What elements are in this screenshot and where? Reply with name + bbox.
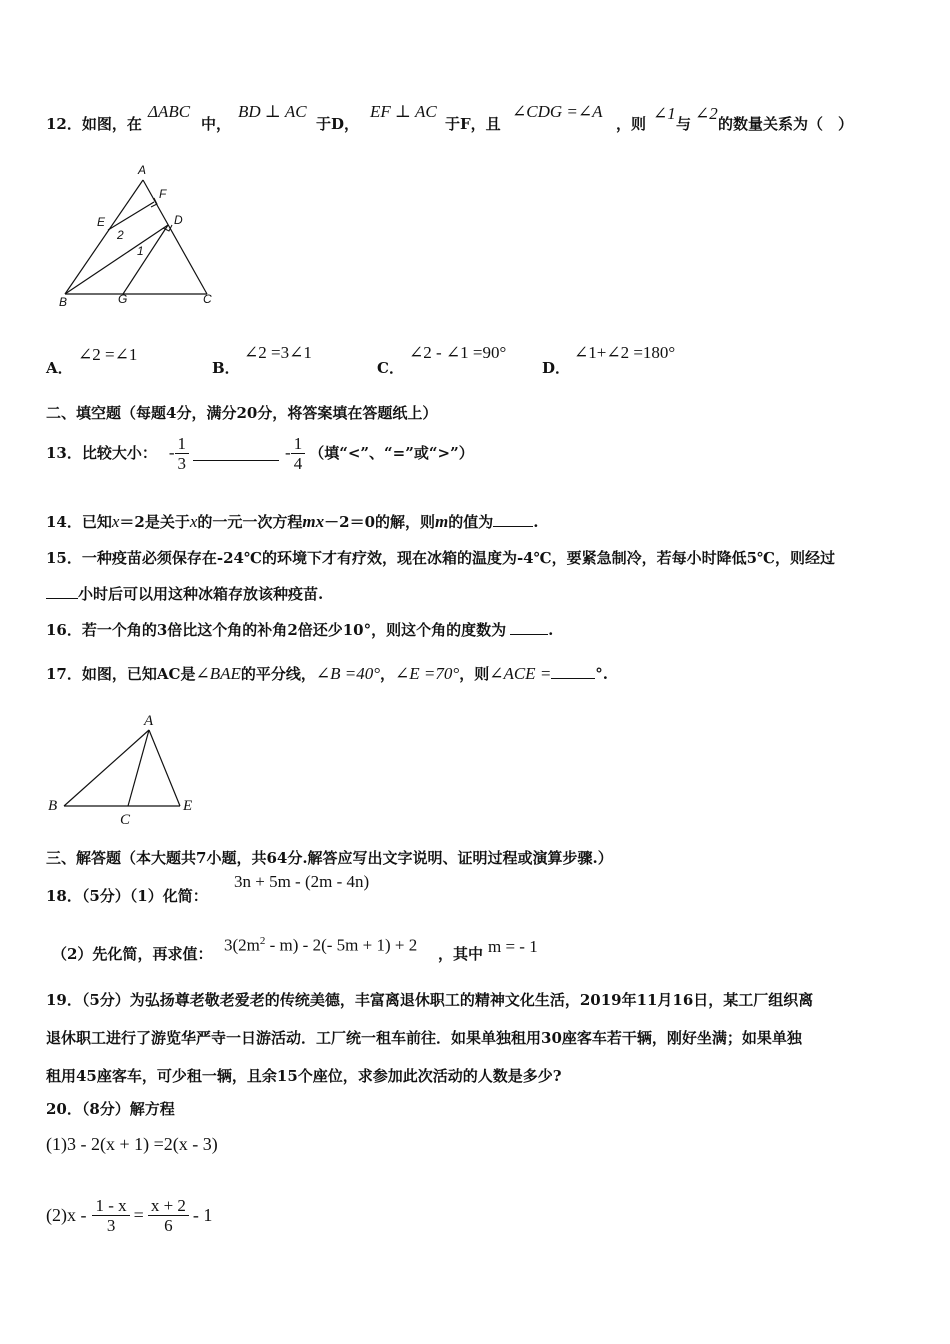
- q14-answer-blank[interactable]: [493, 514, 533, 527]
- q12-option-b: ∠2 =3∠1: [244, 343, 312, 362]
- q16-line: 16．若一个角的3倍比这个角的补角2倍还少10°，则这个角的度数为 .: [46, 621, 554, 639]
- q16-answer-blank[interactable]: [510, 622, 548, 635]
- q12-triangle-abc: ΔABC: [148, 102, 191, 121]
- section-2-heading: 二、填空题（每题4分，满分20分，将答案填在答题纸上）: [46, 404, 438, 422]
- q12-label-2: 2: [117, 228, 124, 242]
- q19-line-2: 退休职工进行了游览华严寺一日游活动．工厂统一租车前往．如果单独租用30座客车若干辆，刚好坐满；如果单独: [46, 1029, 802, 1047]
- q12-cdg-eq-a: ∠CDG =∠A: [512, 102, 603, 121]
- q12-text-2: 于D，: [316, 115, 360, 133]
- q12-text-3: 于F，且: [445, 115, 501, 133]
- q12-angle-2: ∠2: [695, 104, 718, 123]
- section-3-heading: 三、解答题（本大题共7小题，共64分.解答应写出文字说明、证明过程或演算步骤.）: [46, 849, 613, 867]
- q18-part1-label: 18．（5分）（1）化简：: [46, 887, 208, 905]
- q12-label-g: G: [118, 292, 128, 306]
- q13-answer-blank[interactable]: [193, 446, 279, 461]
- q15-line-2: 小时后可以用这种冰箱存放该种疫苗.: [46, 584, 323, 604]
- q13-minus-2: -: [285, 443, 291, 462]
- q17-label-b: B: [48, 798, 58, 814]
- q18-part2-expr: $3(2m^2 - m) - 2(-$ 5m + 1) + 2: [224, 935, 418, 955]
- q15-line-1: 15．一种疫苗必须保存在-24℃的环境下才有疗效，现在冰箱的温度为-4℃，要紧急制冷，若每小时降低5℃，则经过: [46, 549, 835, 567]
- q12-stem: 12．如图，在: [46, 115, 142, 133]
- q19-line-3: 租用45座客车，可少租一辆，且余15个座位，求参加此次活动的人数是多少?: [46, 1067, 562, 1085]
- q18-part2-where: ，其中: [438, 945, 484, 963]
- q12-label-a: A: [138, 163, 147, 177]
- q20-equation-1: (1)3 - 2(x + 1) =2(x - 3): [46, 1134, 218, 1154]
- q12-triangle-figure: [55, 160, 225, 310]
- q12-text-1: 中，: [201, 115, 232, 133]
- q17-label-c: C: [120, 812, 131, 828]
- q20-title: 20．（8分）解方程: [46, 1100, 175, 1118]
- q17-label-e: E: [183, 798, 193, 814]
- q20-eq2-fraction-2: $\frac{x + 2}{6}$: [148, 1196, 189, 1235]
- q15-answer-blank[interactable]: [46, 586, 78, 599]
- q17-triangle-figure: [42, 710, 212, 830]
- q12-option-a: ∠2 =∠1: [78, 345, 138, 364]
- q12-option-c-letter: C．: [377, 359, 404, 377]
- q12-option-b-letter: B．: [212, 359, 240, 377]
- q14-line: 14．已知x＝2是关于x的一元一次方程mx－2＝0的解，则m的值为 .: [46, 512, 539, 531]
- q13-tail: （填“<”、“=”或“>”）: [309, 444, 474, 462]
- q18-part1-expr: 3n + 5m - (2m - 4n): [234, 872, 370, 891]
- q12-label-f: F: [159, 187, 167, 201]
- q17-answer-blank[interactable]: [551, 666, 595, 679]
- q13-fraction-1: $\frac{1}{3}$: [175, 434, 190, 473]
- q12-option-a-letter: A．: [46, 359, 73, 377]
- q17-label-a: A: [144, 713, 154, 729]
- q13-line: [46, 428, 474, 478]
- q12-label-d: D: [174, 213, 183, 227]
- q19-line-1: 19．（5分）为弘扬尊老敬老爱老的传统美德，丰富离退休职工的精神文化生活，2019年11月16日，某工厂组织离: [46, 991, 814, 1009]
- q12-ef-perp-ac: EF ⊥ AC: [370, 102, 437, 121]
- q13-label: 13．比较大小：: [46, 444, 157, 462]
- q12-label-e: E: [97, 215, 106, 229]
- q12-option-c: ∠2 - ∠1 =90°: [409, 343, 507, 362]
- q20-eq2-fraction-1: $\frac{1 - x}{3}$: [92, 1196, 129, 1235]
- q18-part2-condition: m = - 1: [488, 937, 538, 956]
- q12-label-1: 1: [137, 244, 144, 258]
- q12-angle-1: ∠1: [653, 104, 676, 123]
- q13-fraction-2: $\frac{1}{4}$: [291, 434, 306, 473]
- q13-minus-1: -: [168, 443, 175, 462]
- q17-line: 17．如图，已知AC是∠BAE的平分线，∠B =40°，∠E =70°，则∠ACE = °.: [46, 664, 609, 683]
- q12-option-d-letter: D．: [542, 359, 571, 377]
- q12-text-5: 与: [676, 115, 692, 133]
- q12-bd-perp-ac: BD ⊥ AC: [238, 102, 307, 121]
- q12-label-b: B: [59, 295, 68, 309]
- q12-label-c: C: [203, 292, 212, 306]
- q18-part2-label: （2）先化简，再求值：: [52, 945, 213, 963]
- q20-equation-2: (2)x - $\frac{1 - x}{3}$ = $\frac{x + 2}{6}$ - 1: [46, 1195, 213, 1235]
- q12-text-6: 的数量关系为（ ）: [718, 115, 854, 133]
- q12-text-4: ，则: [616, 115, 647, 133]
- q12-option-d: ∠1+∠2 =180°: [574, 343, 676, 362]
